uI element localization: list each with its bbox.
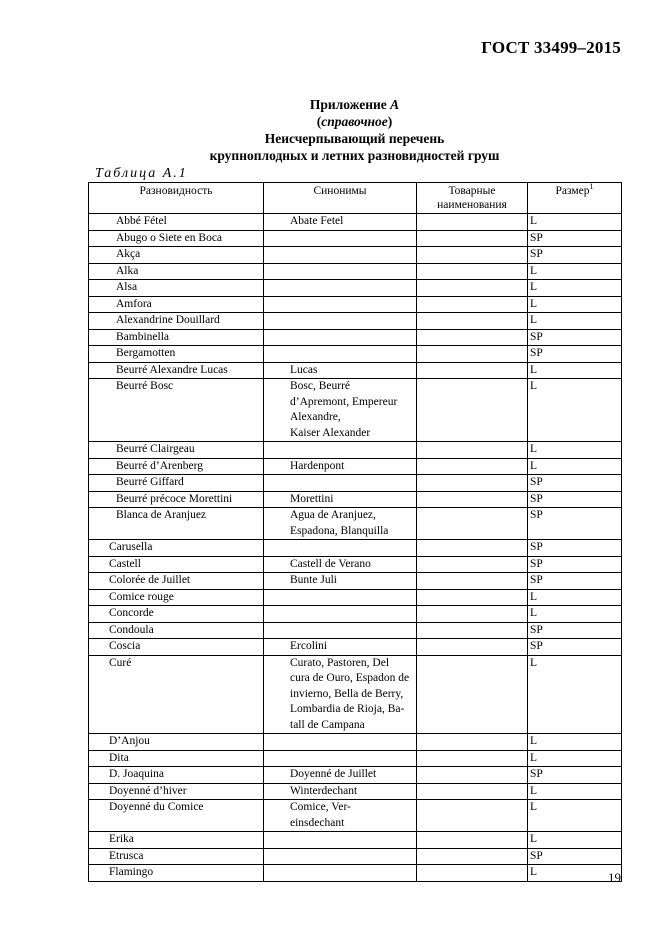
synonym-line: d’Apremont, Empereur — [290, 395, 398, 408]
table-row — [89, 734, 622, 751]
variety-cell: D. Joaquina — [89, 767, 264, 784]
variety-cell: Blanca de Aranjuez — [89, 508, 264, 540]
size-cell: L — [528, 296, 622, 313]
variety-cell: Abbé Fétel — [89, 214, 264, 231]
trade-name-cell — [417, 540, 528, 557]
size-cell: L — [528, 313, 622, 330]
table-row — [89, 606, 622, 623]
standard-code: ГОСТ 33499–2015 — [481, 38, 621, 57]
table-row — [89, 230, 622, 247]
trade-name-cell — [417, 491, 528, 508]
size-cell: L — [528, 280, 622, 297]
synonym-line: Curato, Pastoren, Del — [290, 656, 390, 669]
trade-name-cell — [417, 442, 528, 459]
synonyms-cell — [264, 865, 417, 882]
table-row — [89, 556, 622, 573]
synonym-line: Doyenné de Juillet — [290, 768, 377, 780]
page-number: 19 — [608, 870, 621, 885]
synonym-line: Abate Fetel — [290, 215, 344, 227]
table-row — [89, 346, 622, 363]
trade-name-cell — [417, 214, 528, 231]
table-row — [89, 639, 622, 656]
table-body — [89, 214, 622, 882]
variety-cell: Beurré Giffard — [89, 475, 264, 492]
size-footnote-mark: 1 — [589, 182, 594, 192]
trade-name-cell — [417, 750, 528, 767]
table-row — [89, 508, 622, 540]
table-row — [89, 832, 622, 849]
trade-name-cell — [417, 313, 528, 330]
trade-name-cell — [417, 475, 528, 492]
variety-cell: Colorée de Juillet — [89, 573, 264, 590]
trade-name-cell — [417, 865, 528, 882]
variety-cell: Condoula — [89, 622, 264, 639]
size-cell: L — [528, 734, 622, 751]
variety-cell: Amfora — [89, 296, 264, 313]
variety-cell: Bergamotten — [89, 346, 264, 363]
table-row — [89, 263, 622, 280]
synonym-line: cura de Ouro, Espadon de — [290, 672, 410, 684]
table-row — [89, 540, 622, 557]
variety-cell: Comice rouge — [89, 589, 264, 606]
table-row — [89, 362, 622, 379]
table-row — [89, 329, 622, 346]
size-cell: SP — [528, 639, 622, 656]
synonym-line: Bunte Juli — [290, 574, 337, 586]
trade-name-cell — [417, 280, 528, 297]
variety-cell: Beurré Clairgeau — [89, 442, 264, 459]
table-row — [89, 750, 622, 767]
synonym-line: Lombardia de Rioja, Ba- — [290, 703, 405, 715]
synonym-line: Ercolini — [290, 640, 328, 652]
synonym-line: Lucas — [290, 363, 318, 376]
table-row — [89, 442, 622, 459]
size-cell: L — [528, 865, 622, 882]
size-cell: SP — [528, 556, 622, 573]
table-row — [89, 573, 622, 590]
synonyms-cell — [264, 475, 417, 492]
synonyms-cell — [264, 622, 417, 639]
trade-name-cell — [417, 346, 528, 363]
table-row — [89, 783, 622, 800]
variety-cell: Beurré Bosc — [89, 379, 264, 442]
variety-cell: Coscia — [89, 639, 264, 656]
synonyms-cell — [264, 848, 417, 865]
size-cell: L — [528, 832, 622, 849]
variety-cell: Doyenné d’hiver — [89, 783, 264, 800]
trade-name-cell — [417, 589, 528, 606]
variety-cell: Doyenné du Comice — [89, 800, 264, 832]
synonyms-cell — [264, 313, 417, 330]
table-row — [89, 214, 622, 231]
size-cell: SP — [528, 573, 622, 590]
trade-name-cell — [417, 329, 528, 346]
variety-cell: Carusella — [89, 540, 264, 557]
synonyms-cell — [264, 346, 417, 363]
synonyms-cell — [264, 606, 417, 623]
pear-varieties-table — [88, 182, 622, 882]
trade-name-cell — [417, 362, 528, 379]
appendix-title-line2: крупноплодных и летних разновидностей груш — [209, 148, 500, 163]
variety-cell: Curé — [89, 655, 264, 734]
trade-name-cell — [417, 767, 528, 784]
trade-name-cell — [417, 655, 528, 734]
size-cell: L — [528, 606, 622, 623]
column-header-size: Размер$^1$ — [528, 183, 622, 214]
synonym-line: tall de Campana — [290, 718, 365, 731]
appendix-heading: Приложение А — [309, 97, 400, 112]
size-cell: L — [528, 589, 622, 606]
synonyms-cell — [264, 655, 417, 734]
synonyms-cell — [264, 832, 417, 849]
table-row — [89, 589, 622, 606]
variety-cell: Concorde — [89, 606, 264, 623]
appendix-title-line1: Неисчерпывающий перечень — [264, 131, 445, 146]
trade-name-cell — [417, 639, 528, 656]
synonyms-cell — [264, 379, 417, 442]
size-cell: SP — [528, 491, 622, 508]
synonyms-cell — [264, 556, 417, 573]
size-cell: L — [528, 783, 622, 800]
synonym-line: Hardenpont — [290, 459, 345, 472]
table-row — [89, 296, 622, 313]
size-cell: L — [528, 800, 622, 832]
table-row — [89, 655, 622, 734]
synonym-line: Castell de Verano — [290, 557, 371, 570]
size-cell: L — [528, 362, 622, 379]
trade-name-cell — [417, 556, 528, 573]
size-cell: L — [528, 458, 622, 475]
trade-name-cell — [417, 230, 528, 247]
synonyms-cell — [264, 639, 417, 656]
synonyms-cell — [264, 800, 417, 832]
synonym-line: Espadona, Blanquilla — [290, 524, 389, 537]
trade-name-cell — [417, 296, 528, 313]
variety-cell: Castell — [89, 556, 264, 573]
variety-cell: Dita — [89, 750, 264, 767]
synonyms-cell — [264, 230, 417, 247]
variety-cell: Bambinella — [89, 329, 264, 346]
size-cell: SP — [528, 475, 622, 492]
synonyms-cell — [264, 280, 417, 297]
synonyms-cell — [264, 750, 417, 767]
variety-cell: Alka — [89, 263, 264, 280]
synonyms-cell — [264, 573, 417, 590]
synonyms-cell — [264, 767, 417, 784]
synonyms-cell — [264, 329, 417, 346]
synonym-line: Morettini — [290, 492, 334, 505]
synonym-line: Bosc, Beurré — [290, 380, 351, 392]
synonyms-cell — [264, 458, 417, 475]
synonyms-cell — [264, 263, 417, 280]
table-row — [89, 800, 622, 832]
synonyms-cell — [264, 296, 417, 313]
synonyms-cell — [264, 589, 417, 606]
trade-name-cell — [417, 622, 528, 639]
trade-name-cell — [417, 263, 528, 280]
table-header-row — [89, 183, 622, 214]
size-cell: SP — [528, 329, 622, 346]
trade-name-cell — [417, 508, 528, 540]
size-cell: SP — [528, 767, 622, 784]
synonyms-cell — [264, 508, 417, 540]
trade-name-cell — [417, 379, 528, 442]
variety-cell: Erika — [89, 832, 264, 849]
synonyms-cell — [264, 247, 417, 264]
appendix-status: (справочное) — [316, 114, 393, 129]
column-header-trade-names: Товарные наименования — [417, 183, 528, 214]
variety-cell: Beurré Alexandre Lucas — [89, 362, 264, 379]
trade-name-cell — [417, 734, 528, 751]
trade-name-cell — [417, 832, 528, 849]
trade-name-cell — [417, 848, 528, 865]
synonyms-cell — [264, 442, 417, 459]
column-header-variety: Разновидность — [89, 183, 264, 214]
variety-cell: Alsa — [89, 280, 264, 297]
synonym-line: Alexandre, — [290, 411, 341, 423]
variety-cell: Etrusca — [89, 848, 264, 865]
appendix-title-block — [88, 96, 621, 164]
synonym-line: Comice, Ver- — [290, 801, 351, 813]
size-cell: SP — [528, 230, 622, 247]
trade-name-cell — [417, 606, 528, 623]
size-cell: SP — [528, 848, 622, 865]
trade-name-cell — [417, 458, 528, 475]
size-cell: L — [528, 214, 622, 231]
variety-cell: Beurré d’Arenberg — [89, 458, 264, 475]
size-cell: SP — [528, 508, 622, 540]
synonyms-cell — [264, 783, 417, 800]
table-row — [89, 475, 622, 492]
size-cell: L — [528, 655, 622, 734]
synonym-line: Kaiser Alexander — [290, 426, 371, 439]
table-row — [89, 313, 622, 330]
variety-cell: D’Anjou — [89, 734, 264, 751]
trade-name-cell — [417, 800, 528, 832]
table-row — [89, 491, 622, 508]
variety-cell: Alexandrine Douillard — [89, 313, 264, 330]
size-cell: L — [528, 750, 622, 767]
table-row — [89, 767, 622, 784]
variety-cell: Abugo o Siete en Boca — [89, 230, 264, 247]
synonym-line: Winterdechant — [290, 784, 358, 797]
size-cell: L — [528, 379, 622, 442]
trade-name-cell — [417, 573, 528, 590]
trade-name-cell — [417, 247, 528, 264]
table-row — [89, 848, 622, 865]
table-row — [89, 379, 622, 442]
size-cell: L — [528, 263, 622, 280]
table-row — [89, 247, 622, 264]
table-row — [89, 280, 622, 297]
trade-name-cell — [417, 783, 528, 800]
column-header-synonyms: Синонимы — [264, 183, 417, 214]
synonyms-cell — [264, 540, 417, 557]
size-cell: SP — [528, 622, 622, 639]
synonyms-cell — [264, 362, 417, 379]
table-row — [89, 865, 622, 882]
variety-cell: Beurré précoce Morettini — [89, 491, 264, 508]
size-cell: SP — [528, 346, 622, 363]
table-row — [89, 458, 622, 475]
synonym-line: Agua de Aranjuez, — [290, 509, 376, 521]
variety-cell: Akça — [89, 247, 264, 264]
size-cell: SP — [528, 247, 622, 264]
table-row — [89, 622, 622, 639]
synonyms-cell — [264, 734, 417, 751]
synonyms-cell — [264, 214, 417, 231]
size-cell: SP — [528, 540, 622, 557]
synonym-line: invierno, Bella de Berry, — [290, 687, 404, 700]
table-label: Таблица А.1 — [95, 166, 188, 181]
variety-cell: Flamingo — [89, 865, 264, 882]
size-cell: L — [528, 442, 622, 459]
synonyms-cell — [264, 491, 417, 508]
synonym-line: einsdechant — [290, 816, 345, 829]
